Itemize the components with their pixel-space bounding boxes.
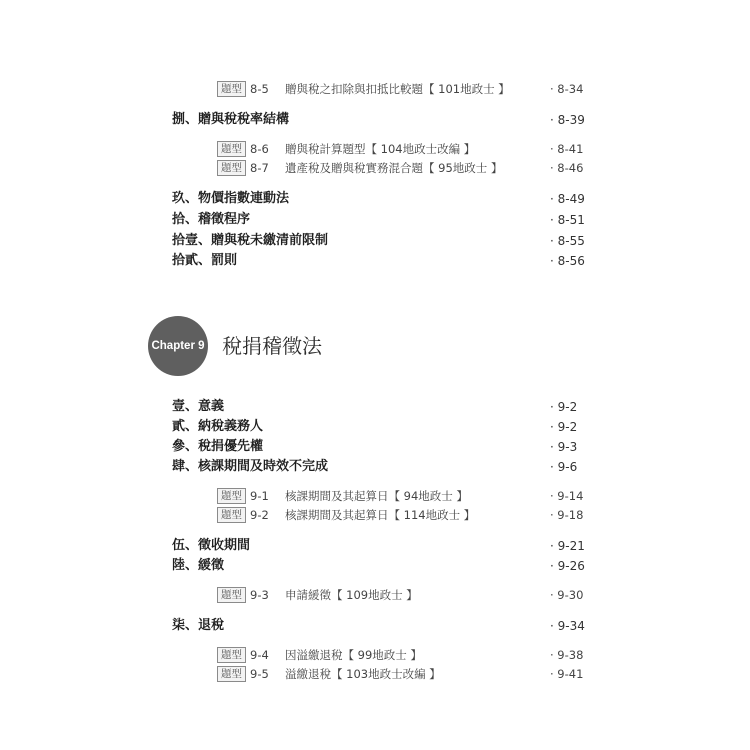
entry-title: 申請緩徵【 109地政士 】	[285, 588, 418, 602]
entry-number: 9-3	[250, 588, 269, 602]
section-title: 肆、核課期間及時效不完成	[172, 459, 329, 474]
toc-entry-8-5[interactable]	[0, 79, 750, 99]
question-type-tag: 題型	[217, 507, 246, 523]
toc-section-9-1[interactable]	[0, 397, 750, 417]
entry-number: 9-1	[250, 489, 269, 503]
toc-entry-9-3[interactable]	[0, 585, 750, 605]
section-title: 陸、緩徵	[172, 558, 225, 573]
entry-title: 核課期間及其起算日【 114地政士 】	[285, 508, 476, 522]
toc-section-9-7[interactable]	[0, 616, 750, 636]
section-title: 柒、退稅	[172, 618, 225, 633]
entry-title: 溢繳退稅【 103地政士改編 】	[285, 667, 441, 681]
entry-title: 贈與稅計算題型【 104地政士改編 】	[285, 142, 476, 156]
question-type-tag: 題型	[217, 141, 246, 157]
toc-section-8-12[interactable]	[0, 251, 750, 271]
section-title: 捌、贈與稅稅率結構	[172, 112, 290, 127]
toc-section-8-9[interactable]	[0, 189, 750, 209]
chapter-title[interactable]: 稅捐稽徵法	[222, 334, 322, 358]
question-type-tag: 題型	[217, 647, 246, 663]
toc-entry-9-2[interactable]	[0, 505, 750, 525]
page-number: · 9-30	[550, 588, 584, 602]
toc-section-9-3[interactable]	[0, 437, 750, 457]
toc-entry-9-1[interactable]	[0, 486, 750, 506]
page-number: · 9-2	[550, 400, 578, 414]
entry-title: 贈與稅之扣除與扣抵比較題【 101地政士 】	[285, 82, 510, 96]
entry-number: 8-5	[250, 82, 269, 96]
page-number: · 8-55	[550, 234, 585, 248]
page-number: · 8-41	[550, 142, 584, 156]
page-number: · 8-51	[550, 213, 585, 227]
entry-title: 因溢繳退稅【 99地政士 】	[285, 648, 422, 662]
section-title: 壹、意義	[172, 399, 225, 414]
toc-section-9-4[interactable]	[0, 457, 750, 477]
entry-title: 核課期間及其起算日【 94地政士 】	[285, 489, 468, 503]
page-number: · 9-26	[550, 559, 585, 573]
entry-number: 9-4	[250, 648, 269, 662]
question-type-tag: 題型	[217, 587, 246, 603]
toc-entry-9-5[interactable]	[0, 664, 750, 684]
section-title: 拾貳、罰則	[172, 253, 238, 268]
page-number: · 9-18	[550, 508, 584, 522]
section-title: 貳、納稅義務人	[172, 419, 264, 434]
page-number: · 9-2	[550, 420, 578, 434]
entry-number: 9-5	[250, 667, 269, 681]
toc-section-9-6[interactable]	[0, 556, 750, 576]
page-number: · 9-14	[550, 489, 584, 503]
page-number: · 8-46	[550, 161, 584, 175]
entry-number: 8-6	[250, 142, 269, 156]
entry-number: 8-7	[250, 161, 269, 175]
chapter-badge: Chapter 9	[148, 316, 208, 376]
toc-section-8-8[interactable]	[0, 110, 750, 130]
question-type-tag: 題型	[217, 488, 246, 504]
toc-section-8-10[interactable]	[0, 210, 750, 230]
toc-section-8-11[interactable]	[0, 231, 750, 251]
page-number: · 9-41	[550, 667, 584, 681]
page-number: · 9-21	[550, 539, 585, 553]
toc-entry-8-7[interactable]	[0, 158, 750, 178]
entry-number: 9-2	[250, 508, 269, 522]
entry-title: 遺產稅及贈與稅實務混合題【 95地政士 】	[285, 161, 503, 175]
question-type-tag: 題型	[217, 160, 246, 176]
page-number: · 8-34	[550, 82, 584, 96]
page-number: · 9-3	[550, 440, 578, 454]
page-number: · 8-56	[550, 254, 585, 268]
section-title: 拾壹、贈與稅未繳清前限制	[172, 233, 329, 248]
section-title: 玖、物價指數連動法	[172, 191, 290, 206]
toc-entry-8-6[interactable]	[0, 139, 750, 159]
toc-section-9-5[interactable]	[0, 536, 750, 556]
page-number: · 8-39	[550, 113, 585, 127]
toc-section-9-2[interactable]	[0, 417, 750, 437]
section-title: 參、稅捐優先權	[172, 439, 264, 454]
page-number: · 8-49	[550, 192, 585, 206]
question-type-tag: 題型	[217, 81, 246, 97]
page-number: · 9-38	[550, 648, 584, 662]
page-number: · 9-6	[550, 460, 578, 474]
section-title: 拾、稽徵程序	[172, 212, 251, 227]
question-type-tag: 題型	[217, 666, 246, 682]
page-number: · 9-34	[550, 619, 585, 633]
toc-entry-9-4[interactable]	[0, 645, 750, 665]
section-title: 伍、徵收期間	[172, 538, 251, 553]
